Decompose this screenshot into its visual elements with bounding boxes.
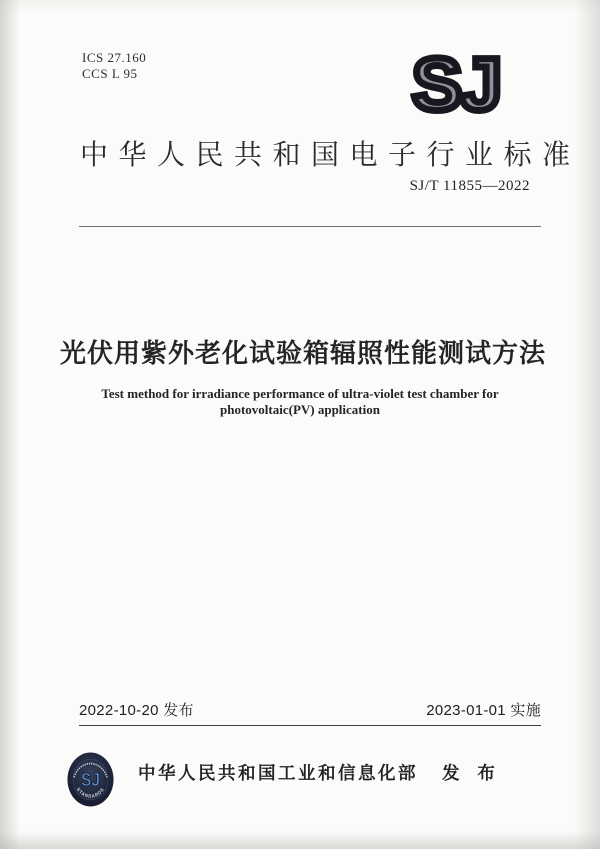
publish-label: 发 布	[442, 763, 498, 783]
document-title-en-line2: photovoltaic(PV) application	[220, 401, 380, 417]
seal-center-text: SJ	[81, 769, 100, 791]
classification-codes	[82, 50, 146, 82]
sj-standards-seal	[67, 752, 114, 807]
implementation-date: 2023-01-01 实施	[426, 702, 541, 719]
dates-row	[79, 699, 541, 726]
header-divider-line	[79, 226, 541, 227]
sj-logo	[400, 44, 512, 122]
issue-date: 2022-10-20 发布	[79, 702, 194, 719]
ccs-code: CCS L 95	[82, 66, 138, 81]
standard-type-title: 中华人民共和国电子行业标准	[80, 139, 581, 170]
standard-number: SJ/T 11855—2022	[409, 178, 530, 194]
document-title-en-line1: Test method for irradiance performance of ultra-violet test chamber for	[101, 386, 499, 401]
document-title-zh: 光伏用紫外老化试验箱辐照性能测试方法	[60, 338, 547, 368]
document-title-en	[0, 386, 600, 417]
publisher-row	[138, 760, 497, 785]
sj-logo-text: SJ	[411, 44, 501, 122]
seal-ring-bottom-text: STANDARDS	[75, 786, 106, 799]
publisher-name: 中华人民共和国工业和信息化部	[138, 763, 418, 783]
ics-code: ICS 27.160	[82, 50, 147, 65]
